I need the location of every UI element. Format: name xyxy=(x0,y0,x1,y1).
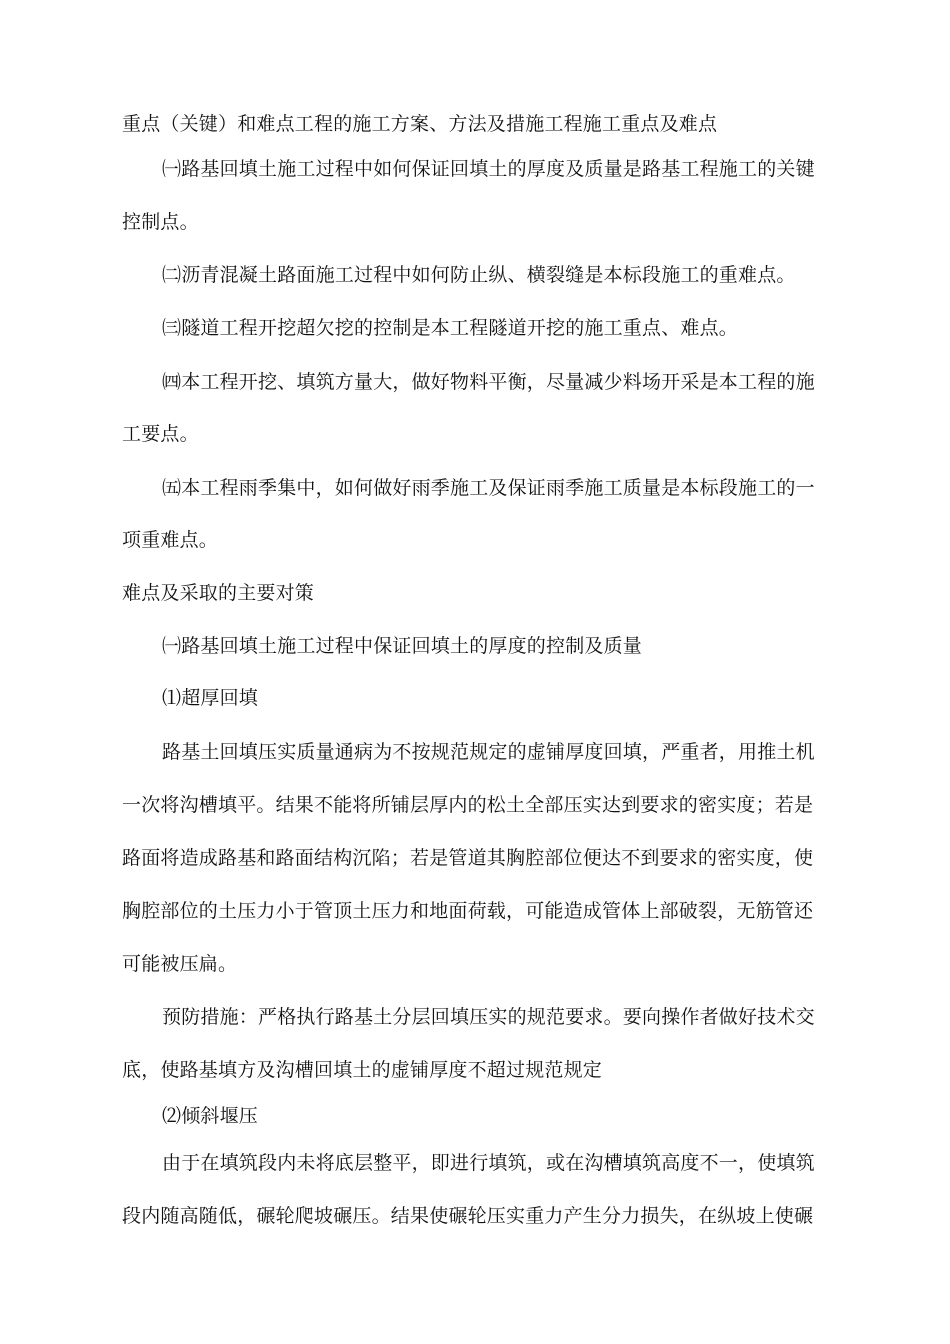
section-heading: 重点（关键）和难点工程的施工方案、方法及措施工程施工重点及难点 xyxy=(122,113,718,135)
subsection-heading: ㈠路基回填土施工过程中保证回填土的厚度的控制及质量 xyxy=(162,635,643,657)
list-item: ㈤本工程雨季集中，如何做好雨季施工及保证雨季施工质量是本标段施工的一 xyxy=(162,477,815,499)
paragraph-line: 预防措施：严格执行路基土分层回填压实的规范要求。要向操作者做好技术交 xyxy=(162,1006,815,1028)
paragraph-line: 胸腔部位的土压力小于管顶土压力和地面荷载，可能造成管体上部破裂，无筋管还 xyxy=(122,900,814,922)
list-item: ㈢隧道工程开挖超欠挖的控制是本工程隧道开挖的施工重点、难点。 xyxy=(162,317,739,339)
list-item-continuation: 项重难点。 xyxy=(122,529,219,551)
subsection-heading: ⑴超厚回填 xyxy=(162,687,259,709)
paragraph-line: 底，使路基填方及沟槽回填土的虚铺厚度不超过规范规定 xyxy=(122,1059,603,1081)
paragraph-line: 可能被压扁。 xyxy=(122,953,238,975)
section-heading: 难点及采取的主要对策 xyxy=(122,582,315,604)
paragraph-line: 由于在填筑段内未将底层整平，即进行填筑，或在沟槽填筑高度不一，使填筑 xyxy=(162,1152,815,1174)
list-item-continuation: 工要点。 xyxy=(122,423,199,445)
paragraph-line: 路面将造成路基和路面结构沉陷；若是管道其胸腔部位便达不到要求的密实度，使 xyxy=(122,847,814,869)
list-item: ㈠路基回填土施工过程中如何保证回填土的厚度及质量是路基工程施工的关键 xyxy=(162,158,815,180)
subsection-heading: ⑵倾斜堰压 xyxy=(162,1105,259,1127)
paragraph-line: 段内随高随低，碾轮爬坡碾压。结果使碾轮压实重力产生分力损失，在纵坡上使碾 xyxy=(122,1205,814,1227)
paragraph-line: 路基土回填压实质量通病为不按规范规定的虚铺厚度回填，严重者，用推土机 xyxy=(162,741,815,763)
list-item-continuation: 控制点。 xyxy=(122,211,199,233)
paragraph-line: 一次将沟槽填平。结果不能将所铺层厚内的松土全部压实达到要求的密实度；若是 xyxy=(122,794,814,816)
list-item: ㈡沥青混凝土路面施工过程中如何防止纵、横裂缝是本标段施工的重难点。 xyxy=(162,264,796,286)
list-item: ㈣本工程开挖、填筑方量大，做好物料平衡，尽量减少料场开采是本工程的施 xyxy=(162,371,815,393)
